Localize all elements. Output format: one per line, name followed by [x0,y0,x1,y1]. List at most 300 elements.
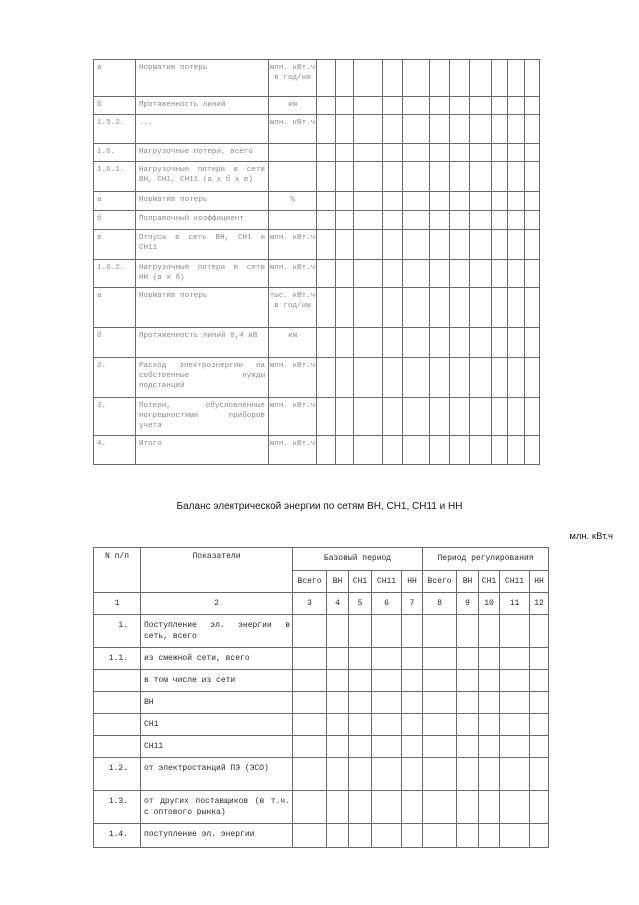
indicator-name: Норматив потерь [136,288,269,328]
value-cell [470,398,492,436]
table-row [94,97,540,115]
value-cell [479,791,500,824]
value-cell [500,736,530,758]
value-cell [430,436,450,465]
indicator-name: Нагрузочные потери, всего [136,144,269,162]
row-number: б [94,211,136,230]
indicator-name: из смежной сети, всего [141,648,293,670]
value-cell [492,97,508,115]
unit [269,162,317,192]
row-number [94,670,141,692]
value-cell [492,288,508,328]
row-number: 1. [94,615,141,648]
value-cell [530,824,549,848]
value-cell [492,358,508,398]
value-cell [450,192,470,211]
value-cell [402,648,423,670]
value-cell [403,115,430,144]
value-cell [525,97,540,115]
value-cell [402,758,423,791]
value-cell [349,736,372,758]
value-cell [317,230,336,260]
value-cell [530,736,549,758]
table-row [94,670,549,692]
value-cell [423,648,457,670]
value-cell [317,328,336,358]
value-cell [403,144,430,162]
value-cell [430,211,450,230]
value-cell [336,115,354,144]
value-cell [336,211,354,230]
value-cell [492,260,508,288]
unit: км [269,328,317,358]
value-cell [508,115,525,144]
value-cell [508,358,525,398]
value-cell [327,692,349,714]
value-cell [327,824,349,848]
value-cell [525,398,540,436]
value-cell [349,824,372,848]
value-cell [372,736,402,758]
value-cell [402,615,423,648]
table-row [94,736,549,758]
value-cell [470,144,492,162]
value-cell [508,436,525,465]
row-number [94,692,141,714]
value-cell [403,162,430,192]
value-cell [336,436,354,465]
value-cell [383,288,403,328]
col-header-num: N п/п [94,548,141,593]
value-cell [457,791,479,824]
value-cell [372,714,402,736]
value-cell [450,358,470,398]
value-cell [293,615,327,648]
value-cell [354,144,383,162]
unit: млн. кВт.ч [269,358,317,398]
value-cell [336,328,354,358]
table-row [94,288,540,328]
value-cell [336,192,354,211]
indicator-name: Норматив потерь [136,60,269,97]
value-cell [336,260,354,288]
energy-balance-table [93,547,549,848]
value-cell [336,230,354,260]
value-cell [327,670,349,692]
indicator-name: Отпуск в сеть ВН, СН1 и СН11 [136,230,269,260]
value-cell [500,648,530,670]
value-cell [525,260,540,288]
value-cell [500,692,530,714]
value-cell [525,230,540,260]
value-cell [383,97,403,115]
section-title: Баланс электрической энергии по сетям ВН, СН1, СН11 и НН [176,501,463,512]
indicator-name: Поступление эл. энергии в сеть, всего [141,615,293,648]
value-cell [492,115,508,144]
value-cell [479,714,500,736]
value-cell [430,358,450,398]
value-cell [336,144,354,162]
value-cell [492,144,508,162]
value-cell [336,97,354,115]
value-cell [479,758,500,791]
table-row [94,192,540,211]
value-cell [470,60,492,97]
row-number: 1.5.2. [94,115,136,144]
unit [269,144,317,162]
value-cell [430,115,450,144]
table-row [94,144,540,162]
row-number: в [94,230,136,260]
value-cell [349,648,372,670]
value-cell [383,211,403,230]
table-row [94,328,540,358]
row-number: б [94,328,136,358]
row-number: 1.4. [94,824,141,848]
table-row [94,398,540,436]
value-cell [470,328,492,358]
value-cell [423,670,457,692]
value-cell [479,615,500,648]
subheader-vn: ВН [327,571,349,593]
table-row [94,692,549,714]
value-cell [430,60,450,97]
value-cell [479,670,500,692]
value-cell [470,436,492,465]
value-cell [423,791,457,824]
value-cell [492,60,508,97]
value-cell [372,648,402,670]
unit: млн. кВт.ч в год/км [269,60,317,97]
value-cell [402,824,423,848]
subheader-total: Всего [423,571,457,593]
column-number: 12 [530,593,549,615]
value-cell [423,758,457,791]
value-cell [470,162,492,192]
column-number: 10 [479,593,500,615]
value-cell [530,670,549,692]
value-cell [508,192,525,211]
value-cell [430,230,450,260]
row-number: 3. [94,398,136,436]
value-cell [430,162,450,192]
group-header-base: Базовый период [293,548,423,571]
value-cell [450,144,470,162]
value-cell [450,97,470,115]
row-number [94,714,141,736]
unit: млн. кВт.ч [269,436,317,465]
subheader-sn1: СН1 [479,571,500,593]
value-cell [349,615,372,648]
value-cell [372,824,402,848]
indicator-name: СН11 [141,736,293,758]
indicator-name: Потери, обусловленные погрешностями приборов учета [136,398,269,436]
row-number: 1.2. [94,758,141,791]
unit: млн. кВт.ч [269,398,317,436]
value-cell [317,436,336,465]
value-cell [317,260,336,288]
value-cell [525,358,540,398]
table-row [94,436,540,465]
indicator-name: СН1 [141,714,293,736]
indicator-name: ... [136,115,269,144]
value-cell [327,736,349,758]
row-number: 1.6.2. [94,260,136,288]
value-cell [354,260,383,288]
value-cell [470,358,492,398]
value-cell [403,288,430,328]
value-cell [525,162,540,192]
header-row [94,548,549,571]
value-cell [457,692,479,714]
value-cell [383,230,403,260]
value-cell [525,211,540,230]
value-cell [317,144,336,162]
value-cell [470,192,492,211]
value-cell [508,211,525,230]
indicator-name: Протяженность линий 0,4 кВ [136,328,269,358]
value-cell [354,97,383,115]
value-cell [450,60,470,97]
value-cell [402,670,423,692]
value-cell [470,211,492,230]
value-cell [327,648,349,670]
value-cell [500,714,530,736]
row-number: 4. [94,436,136,465]
value-cell [349,758,372,791]
value-cell [500,615,530,648]
table-row [94,358,540,398]
row-number: 1.1. [94,648,141,670]
value-cell [508,328,525,358]
value-cell [354,115,383,144]
value-cell [500,758,530,791]
row-number: а [94,192,136,211]
value-cell [317,288,336,328]
indicator-name: Поправочный коэффициент [136,211,269,230]
value-cell [450,162,470,192]
value-cell [293,824,327,848]
indicator-name: в том числе из сети [141,670,293,692]
value-cell [530,692,549,714]
value-cell [372,758,402,791]
value-cell [317,97,336,115]
value-cell [354,328,383,358]
value-cell [293,714,327,736]
value-cell [293,670,327,692]
value-cell [403,230,430,260]
value-cell [383,115,403,144]
indicator-name: Нагрузочные потери в сети НН (а x б) [136,260,269,288]
value-cell [530,615,549,648]
value-cell [349,692,372,714]
row-number: 1.3. [94,791,141,824]
value-cell [317,162,336,192]
value-cell [293,648,327,670]
value-cell [525,144,540,162]
table-row [94,230,540,260]
subheader-sn1: СН1 [349,571,372,593]
value-cell [470,115,492,144]
indicator-name: от электростанций ПЭ (ЭСО) [141,758,293,791]
value-cell [492,162,508,192]
value-cell [402,736,423,758]
value-cell [508,288,525,328]
value-cell [403,358,430,398]
unit: млн. кВт.ч [269,230,317,260]
column-number: 5 [349,593,372,615]
column-number: 11 [500,593,530,615]
value-cell [293,791,327,824]
column-number: 4 [327,593,349,615]
subheader-total: Всего [293,571,327,593]
value-cell [317,60,336,97]
value-cell [492,436,508,465]
value-cell [336,398,354,436]
column-number: 9 [457,593,479,615]
value-cell [383,358,403,398]
table-row [94,791,549,824]
value-cell [383,192,403,211]
group-header-regulation: Период регулирования [423,548,549,571]
column-number: 8 [423,593,457,615]
table-row [94,260,540,288]
value-cell [525,115,540,144]
value-cell [317,211,336,230]
value-cell [450,436,470,465]
value-cell [349,714,372,736]
column-number: 7 [402,593,423,615]
value-cell [354,211,383,230]
value-cell [293,692,327,714]
indicator-name: Расход электроэнергии на собственные нужды подстанций [136,358,269,398]
value-cell [423,824,457,848]
value-cell [479,692,500,714]
value-cell [525,60,540,97]
value-cell [525,436,540,465]
indicator-name: Итого [136,436,269,465]
value-cell [403,60,430,97]
value-cell [470,288,492,328]
value-cell [423,615,457,648]
value-cell [430,192,450,211]
value-cell [470,260,492,288]
value-cell [450,398,470,436]
value-cell [430,260,450,288]
table-row [94,758,549,791]
value-cell [508,97,525,115]
unit: млн. кВт.ч [269,115,317,144]
column-number: 3 [293,593,327,615]
table-row [94,615,549,648]
value-cell [293,758,327,791]
unit [269,211,317,230]
value-cell [457,615,479,648]
value-cell [430,328,450,358]
value-cell [372,670,402,692]
unit: тыс. кВт.ч в год/км [269,288,317,328]
value-cell [423,736,457,758]
value-cell [450,230,470,260]
value-cell [470,230,492,260]
value-cell [430,144,450,162]
value-cell [402,692,423,714]
subheader-nn: НН [530,571,549,593]
row-number: 2. [94,358,136,398]
value-cell [450,260,470,288]
value-cell [372,615,402,648]
value-cell [423,714,457,736]
value-cell [403,260,430,288]
value-cell [327,791,349,824]
value-cell [430,288,450,328]
table-row [94,162,540,192]
value-cell [500,670,530,692]
value-cell [508,60,525,97]
table-row [94,824,549,848]
value-cell [457,648,479,670]
indicator-name: ВН [141,692,293,714]
value-cell [293,736,327,758]
value-cell [336,358,354,398]
value-cell [492,192,508,211]
value-cell [492,398,508,436]
row-number: а [94,288,136,328]
value-cell [492,328,508,358]
column-number: 2 [141,593,293,615]
value-cell [336,288,354,328]
value-cell [336,162,354,192]
value-cell [525,288,540,328]
value-cell [403,436,430,465]
value-cell [457,736,479,758]
value-cell [450,211,470,230]
value-cell [372,692,402,714]
subheader-sn11: СН11 [500,571,530,593]
value-cell [354,398,383,436]
value-cell [479,824,500,848]
value-cell [530,648,549,670]
value-cell [354,358,383,398]
table-row [94,60,540,97]
value-cell [327,615,349,648]
value-cell [525,328,540,358]
value-cell [508,398,525,436]
value-cell [403,398,430,436]
table-row [94,115,540,144]
value-cell [450,328,470,358]
value-cell [317,192,336,211]
value-cell [525,192,540,211]
value-cell [383,60,403,97]
column-number: 1 [94,593,141,615]
table-row [94,211,540,230]
value-cell [530,758,549,791]
value-cell [354,230,383,260]
value-cell [402,714,423,736]
value-cell [430,398,450,436]
indicator-name: Норматив потерь [136,192,269,211]
value-cell [354,162,383,192]
value-cell [383,144,403,162]
table-row [94,714,549,736]
row-number [94,736,141,758]
value-cell [403,211,430,230]
unit: км [269,97,317,115]
value-cell [317,358,336,398]
value-cell [450,288,470,328]
value-cell [317,115,336,144]
